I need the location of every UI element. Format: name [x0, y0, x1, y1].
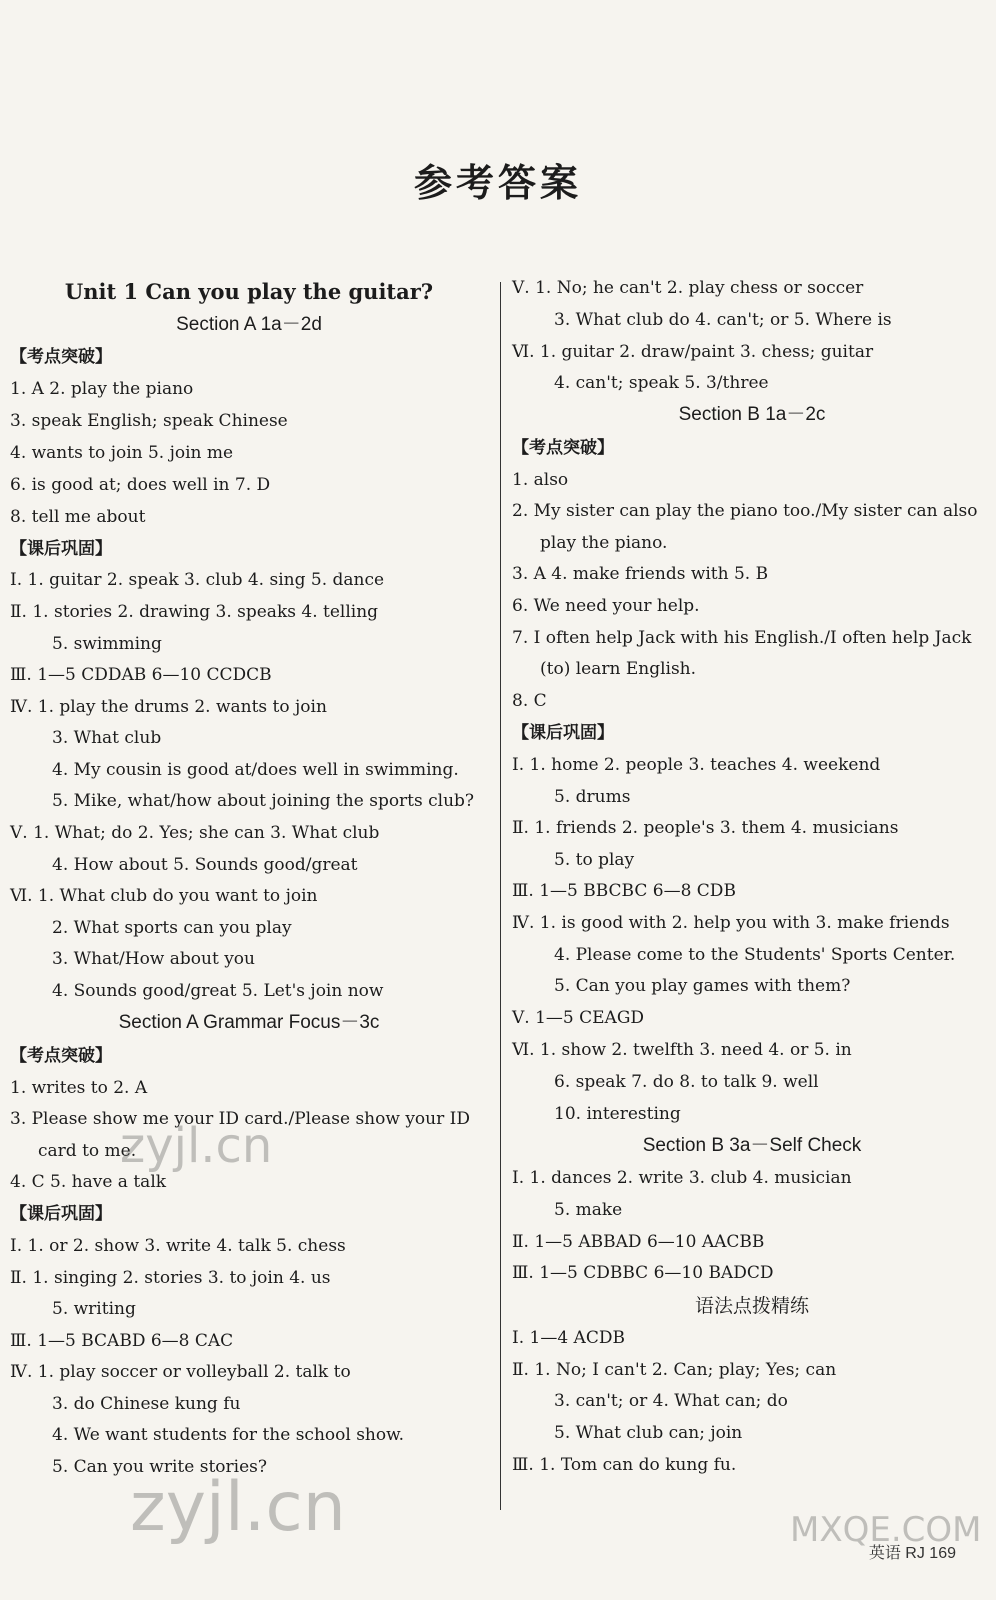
answer-line: Ⅱ. 1. singing 2. stories 3. to join 4. us — [10, 1268, 331, 1288]
answer-line: 5. writing — [52, 1299, 136, 1319]
answer-line: Ⅱ. 1. friends 2. people's 3. them 4. musicians — [512, 818, 899, 838]
tag-heading: 【课后巩固】 — [10, 539, 112, 559]
watermark: MXQE.COM — [790, 1510, 982, 1550]
section-heading: Section A Grammar Focus－3c — [118, 1012, 380, 1033]
answer-line: 3. What club — [52, 728, 162, 748]
answer-line: Ⅳ. 1. play the drums 2. wants to join — [10, 697, 327, 717]
answer-line: 2. What sports can you play — [52, 918, 292, 938]
answer-line: Ⅲ. 1. Tom can do kung fu. — [512, 1455, 737, 1475]
tag-heading: 【课后巩固】 — [10, 1204, 112, 1224]
tag-heading: 【考点突破】 — [512, 438, 614, 458]
answer-line: 4. My cousin is good at/does well in swimming. — [52, 760, 459, 780]
answer-line: Ⅱ. 1—5 ABBAD 6—10 AACBB — [512, 1232, 765, 1252]
answer-line: 1. also — [512, 470, 569, 490]
answer-line: Ⅴ. 1. No; he can't 2. play chess or soccer — [512, 278, 864, 298]
answer-line: Ⅲ. 1—5 CDDAB 6—10 CCDCB — [10, 665, 272, 685]
answer-line: Ⅲ. 1—5 CDBBC 6—10 BADCD — [512, 1263, 774, 1283]
answer-line: 4. can't; speak 5. 3/three — [554, 373, 769, 393]
answer-line: 8. C — [512, 691, 547, 711]
watermark: zyjl.cn — [120, 1118, 273, 1174]
answer-line: 3. do Chinese kung fu — [52, 1394, 241, 1414]
answer-line: Ⅲ. 1—5 BBCBC 6—8 CDB — [512, 881, 736, 901]
tag-heading: 【课后巩固】 — [512, 723, 614, 743]
answer-line: Ⅰ. 1. or 2. show 3. write 4. talk 5. chess — [10, 1236, 346, 1256]
answer-line: 2. My sister can play the piano too./My sister can also — [512, 501, 978, 521]
answer-line: 3. What/How about you — [52, 949, 255, 969]
answer-line: 5. to play — [554, 850, 635, 870]
answer-line: Ⅰ. 1. guitar 2. speak 3. club 4. sing 5. dance — [10, 570, 385, 590]
answer-line: Ⅳ. 1. play soccer or volleyball 2. talk to — [10, 1362, 351, 1382]
section-heading: Section B 1a－2c — [678, 404, 826, 425]
page-title: 参考答案 — [413, 160, 582, 205]
answer-line: 8. tell me about — [10, 507, 146, 527]
answer-line: 4. C 5. have a talk — [10, 1172, 167, 1192]
answer-line: Ⅲ. 1—5 BCABD 6—8 CAC — [10, 1331, 234, 1351]
answer-line: 5. make — [554, 1200, 623, 1220]
answer-line: 10. interesting — [554, 1104, 681, 1124]
section-heading: Section B 3a－Self Check — [642, 1135, 862, 1156]
answer-line: 3. Please show me your ID card./Please show your ID — [10, 1109, 470, 1129]
answer-line: 1. A 2. play the piano — [10, 379, 194, 399]
answer-line: 5. swimming — [52, 634, 162, 654]
answer-line: 5. drums — [554, 787, 631, 807]
answer-line: 6. speak 7. do 8. to talk 9. well — [554, 1072, 819, 1092]
answer-line: Ⅱ. 1. stories 2. drawing 3. speaks 4. telling — [10, 602, 379, 622]
answer-line: 3. can't; or 4. What can; do — [554, 1391, 788, 1411]
column-divider — [500, 282, 501, 1510]
answer-line: Ⅴ. 1—5 CEAGD — [512, 1008, 645, 1028]
answer-line: 3. speak English; speak Chinese — [10, 411, 288, 431]
answer-line: Ⅵ. 1. guitar 2. draw/paint 3. chess; guitar — [512, 342, 874, 362]
answer-line: 4. Sounds good/great 5. Let's join now — [52, 981, 384, 1001]
answer-line: 5. Mike, what/how about joining the sports club? — [52, 791, 475, 811]
answer-line: 5. Can you play games with them? — [554, 976, 851, 996]
section-heading: 语法点拨精练 — [694, 1296, 809, 1317]
answer-line: 4. We want students for the school show. — [52, 1425, 405, 1445]
answer-line: play the piano. — [540, 533, 668, 553]
answer-line: Ⅵ. 1. What club do you want to join — [10, 886, 318, 906]
answer-line: Ⅳ. 1. is good with 2. help you with 3. make friends — [512, 913, 950, 933]
answer-line: 3. A 4. make friends with 5. B — [512, 564, 769, 584]
page-number: 169 — [929, 1545, 956, 1562]
tag-heading: 【考点突破】 — [10, 347, 112, 367]
answer-line: 6. We need your help. — [512, 596, 700, 616]
answer-line: (to) learn English. — [540, 659, 697, 679]
answer-line: card to me. — [38, 1141, 137, 1161]
answer-line: Ⅰ. 1. dances 2. write 3. club 4. musician — [512, 1168, 852, 1188]
answer-line: Ⅵ. 1. show 2. twelfth 3. need 4. or 5. in — [512, 1040, 852, 1060]
answer-line: 6. is good at; does well in 7. D — [10, 475, 271, 495]
watermark: zyjl.cn — [130, 1468, 346, 1547]
answer-line: 5. Can you write stories? — [52, 1457, 267, 1477]
section-heading: Section A 1a－2d — [176, 314, 322, 335]
answer-line: 7. I often help Jack with his English./I often help Jack — [512, 628, 972, 648]
answer-line: 1. writes to 2. A — [10, 1078, 148, 1098]
unit-title: Unit 1 Can you play the guitar? — [64, 279, 434, 304]
answer-line: 4. How about 5. Sounds good/great — [52, 855, 358, 875]
answer-line: Ⅴ. 1. What; do 2. Yes; she can 3. What club — [10, 823, 380, 843]
tag-heading: 【考点突破】 — [10, 1046, 112, 1066]
answer-line: 4. Please come to the Students' Sports Center. — [554, 945, 956, 965]
answer-line: Ⅰ. 1—4 ACDB — [512, 1328, 625, 1348]
answer-line: Ⅱ. 1. No; I can't 2. Can; play; Yes; can — [512, 1360, 837, 1380]
footer-label: 英语 RJ — [868, 1545, 925, 1562]
answer-line: 3. What club do 4. can't; or 5. Where is — [554, 310, 892, 330]
answer-line: 5. What club can; join — [554, 1423, 743, 1443]
answer-line: Ⅰ. 1. home 2. people 3. teaches 4. weekend — [512, 755, 881, 775]
answer-line: 4. wants to join 5. join me — [10, 443, 234, 463]
